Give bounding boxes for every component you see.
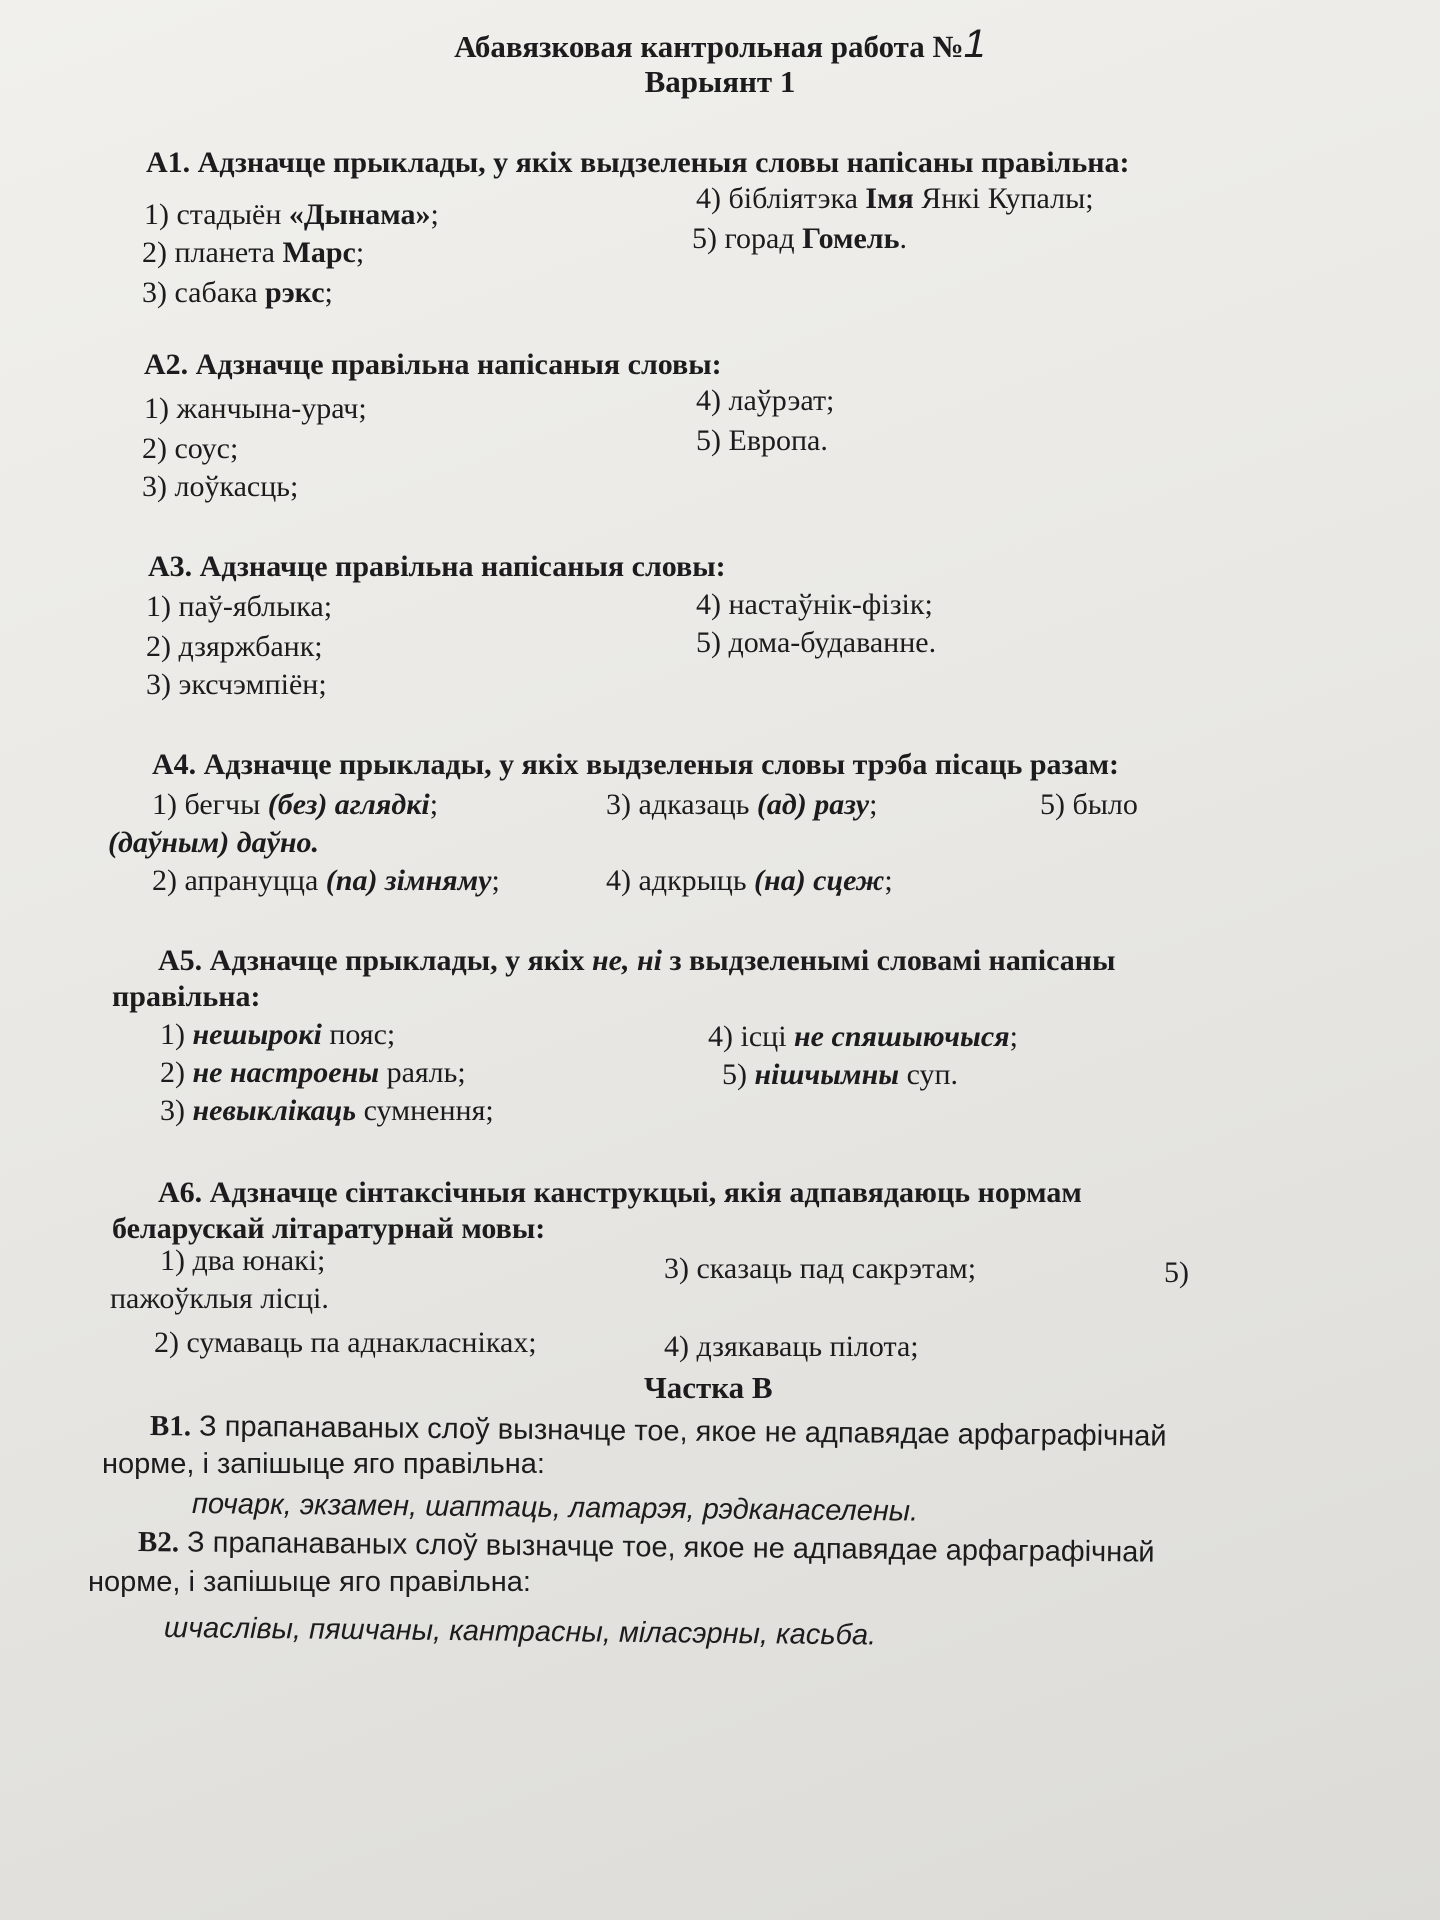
- a2-option-1: 1) жанчына-урач;: [144, 392, 367, 425]
- a1-option-2: 2) планета Марс;: [142, 236, 365, 269]
- question-a6: А6. Адзначце сінтаксічныя канструкцыі, якія адпавядаюць нормам: [158, 1176, 1082, 1209]
- question-b2: В2. З прапанаваных слоў вызначце тое, якое не адпавядае арфаграфічнай: [137, 1526, 1155, 1569]
- a1-option-3: 3) сабака рэкс;: [142, 276, 333, 309]
- a5-option-2: 2) не настроены раяль;: [160, 1056, 466, 1089]
- a3-option-3: 3) эксчэмпіён;: [146, 668, 327, 701]
- a1-option-5: 5) горад Гомель.: [692, 222, 907, 255]
- a5-option-1: 1) нешырокі пояс;: [160, 1018, 396, 1051]
- a3-option-5: 5) дома-будаванне.: [696, 626, 937, 659]
- question-a3: А3. Адзначце правільна напісаныя словы:: [148, 550, 726, 583]
- question-a5: А5. Адзначце прыклады, у якіх не, ні з выдзеленымі словамі напісаны: [158, 944, 1116, 977]
- a6-option-5-continued: пажоўклыя лісці.: [110, 1282, 329, 1315]
- question-b1: В1. З прапанаваных слоў вызначце тое, якое не адпавядае арфаграфічнай: [149, 1410, 1167, 1453]
- a5-option-4: 4) ісці не спяшыючыся;: [708, 1020, 1018, 1053]
- handwritten-number: 1: [963, 22, 986, 66]
- a5-option-5: 5) нішчымны суп.: [722, 1058, 959, 1091]
- a1-option-4: 4) бібліятэка Імя Янкі Купалы;: [696, 182, 1094, 215]
- a3-option-1: 1) паў-яблыка;: [146, 590, 333, 623]
- a6-option-4: 4) дзякаваць пілота;: [664, 1330, 919, 1363]
- a4-option-5: 5) было: [1040, 788, 1138, 821]
- question-a6-continued: беларускай літаратурнай мовы:: [112, 1212, 546, 1245]
- a4-option-2: 2) апрануцца (па) зімняму;: [152, 864, 500, 897]
- a3-option-4: 4) настаўнік-фізік;: [696, 588, 933, 621]
- a4-option-3: 3) адказаць (ад) разу;: [606, 788, 878, 821]
- a5-option-3: 3) невыклікаць сумнення;: [160, 1094, 494, 1127]
- variant-title: Варыянт 1: [644, 64, 796, 99]
- question-b1-continued: норме, і запішыце яго правільна:: [102, 1448, 545, 1480]
- a6-option-3: 3) сказаць пад сакрэтам;: [664, 1252, 977, 1285]
- a4-option-5-continued: (даўным) даўно.: [108, 826, 320, 859]
- a4-option-1: 1) бегчы (без) аглядкі;: [152, 788, 439, 821]
- a6-option-5: 5): [1164, 1256, 1189, 1289]
- a2-option-3: 3) лоўкасць;: [142, 470, 299, 503]
- question-b2-continued: норме, і запішыце яго правільна:: [88, 1566, 531, 1598]
- a6-option-1: 1) два юнакі;: [160, 1244, 326, 1277]
- question-a4: А4. Адзначце прыклады, у якіх выдзеленыя словы трэба пісаць разам:: [152, 748, 1120, 781]
- a6-option-2: 2) сумаваць па аднакласніках;: [154, 1326, 537, 1359]
- a2-option-5: 5) Еврoпа.: [696, 424, 828, 457]
- part-b-heading: Частка В: [644, 1370, 773, 1405]
- a3-option-2: 2) дзяржбанк;: [146, 630, 323, 663]
- question-a1: А1. Адзначце прыклады, у якіх выдзеленыя словы напісаны правільна:: [146, 146, 1130, 179]
- question-a5-continued: правільна:: [112, 980, 261, 1013]
- a4-option-4: 4) адкрыць (на) сцеж;: [606, 864, 893, 897]
- a2-option-4: 4) лаўрэат;: [696, 384, 835, 417]
- a1-option-1: 1) стадыён «Дынама»;: [144, 198, 439, 231]
- b2-word-list: шчаслівы, пяшчаны, кантрасны, міласэрны, касьба.: [163, 1612, 877, 1652]
- a2-option-2: 2) соус;: [142, 432, 239, 465]
- page-title: [0, 22, 1440, 67]
- b1-word-list: почарк, экзамен, шаптаць, латарэя, рэдканаселены.: [191, 1488, 919, 1528]
- title-text: Абавязковая кантрольная работа №: [454, 29, 964, 64]
- question-a2: А2. Адзначце правільна напісаныя словы:: [144, 348, 722, 381]
